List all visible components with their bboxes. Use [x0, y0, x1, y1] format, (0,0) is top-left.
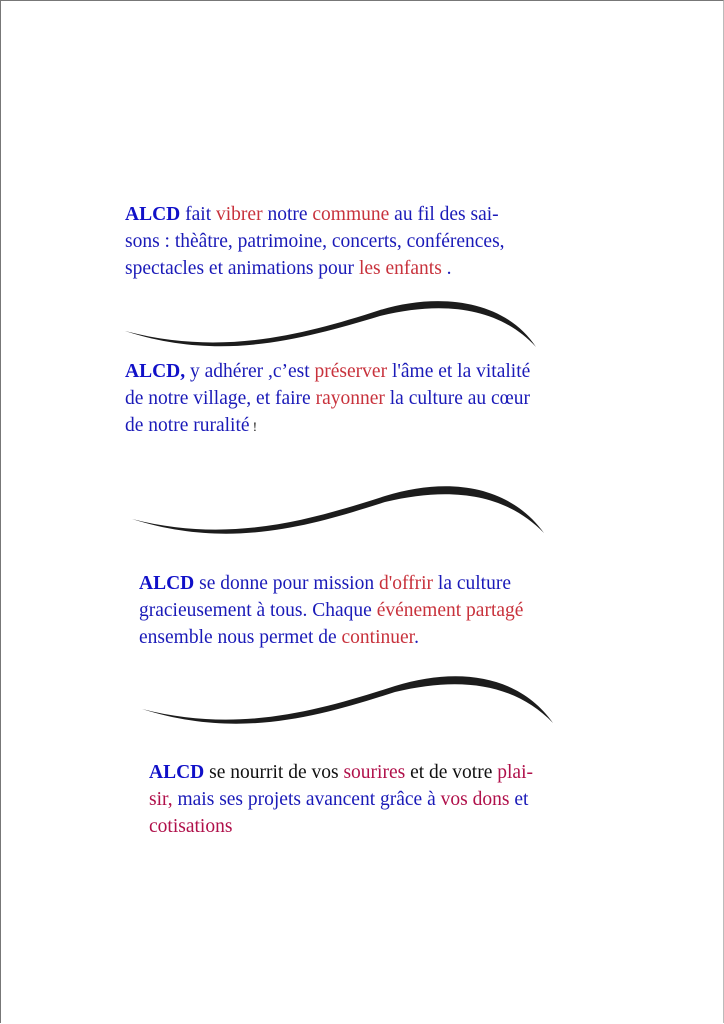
text-segment: la culture au cœur [384, 388, 530, 409]
text-segment: ensemble nous permet de [139, 627, 342, 648]
brand-name: ALCD, [125, 361, 186, 382]
text-segment: les enfants [358, 258, 442, 279]
text-line [139, 597, 523, 624]
text-segment: l'âme et la vitalité [387, 361, 531, 382]
text-segment: vibrer [216, 204, 263, 225]
text-line [125, 385, 530, 412]
text-segment: préserver [314, 361, 388, 382]
text-segment: événement partagé [376, 600, 524, 621]
text-segment: . [441, 258, 452, 279]
text-segment: . [414, 627, 419, 648]
text-line [139, 570, 523, 597]
text-line [125, 255, 505, 282]
text-line [149, 813, 533, 840]
text-segment: de notre ruralité [125, 415, 250, 436]
text-segment: mais ses projets avancent grâce à [172, 789, 441, 810]
text-line [125, 201, 505, 228]
paragraph-activities [125, 201, 505, 282]
text-segment: se donne pour mission [194, 573, 379, 594]
text-line [139, 624, 523, 651]
text-segment: continuer [341, 627, 415, 648]
text-segment: rayonner [315, 388, 385, 409]
text-segment: plai- [497, 762, 533, 783]
text-segment: au fil des sai- [389, 204, 499, 225]
brand-name: ALCD [149, 762, 205, 783]
brand-name: ALCD [125, 204, 181, 225]
text-segment: sourires [343, 762, 406, 783]
text-segment: se nourrit de vos [204, 762, 344, 783]
text-line [125, 412, 530, 440]
text-segment: et de votre [405, 762, 498, 783]
text-segment: notre [262, 204, 313, 225]
text-segment: sir, [149, 789, 173, 810]
text-segment: commune [312, 204, 390, 225]
text-segment: de notre village, et faire [125, 388, 316, 409]
text-line [149, 759, 533, 786]
text-segment: la culture [433, 573, 511, 594]
paragraph-membership [125, 358, 530, 440]
text-segment: fait [180, 204, 216, 225]
text-segment: cotisations [149, 816, 233, 837]
paragraph-mission [139, 570, 523, 651]
brand-name: ALCD [139, 573, 195, 594]
text-segment: vos dons [440, 789, 510, 810]
text-segment: y adhérer ,c’est [185, 361, 315, 382]
paragraph-support [149, 759, 533, 840]
text-segment: spectacles et animations pour [125, 258, 359, 279]
text-line [125, 358, 530, 385]
text-segment: d'offrir [378, 573, 434, 594]
text-segment: gracieusement à tous. Chaque [139, 600, 377, 621]
text-line [125, 228, 505, 255]
text-segment: ! [249, 419, 258, 434]
text-line [149, 786, 533, 813]
text-segment: et [509, 789, 529, 810]
text-segment: sons : thèâtre, patrimoine, concerts, conférences, [125, 231, 505, 252]
